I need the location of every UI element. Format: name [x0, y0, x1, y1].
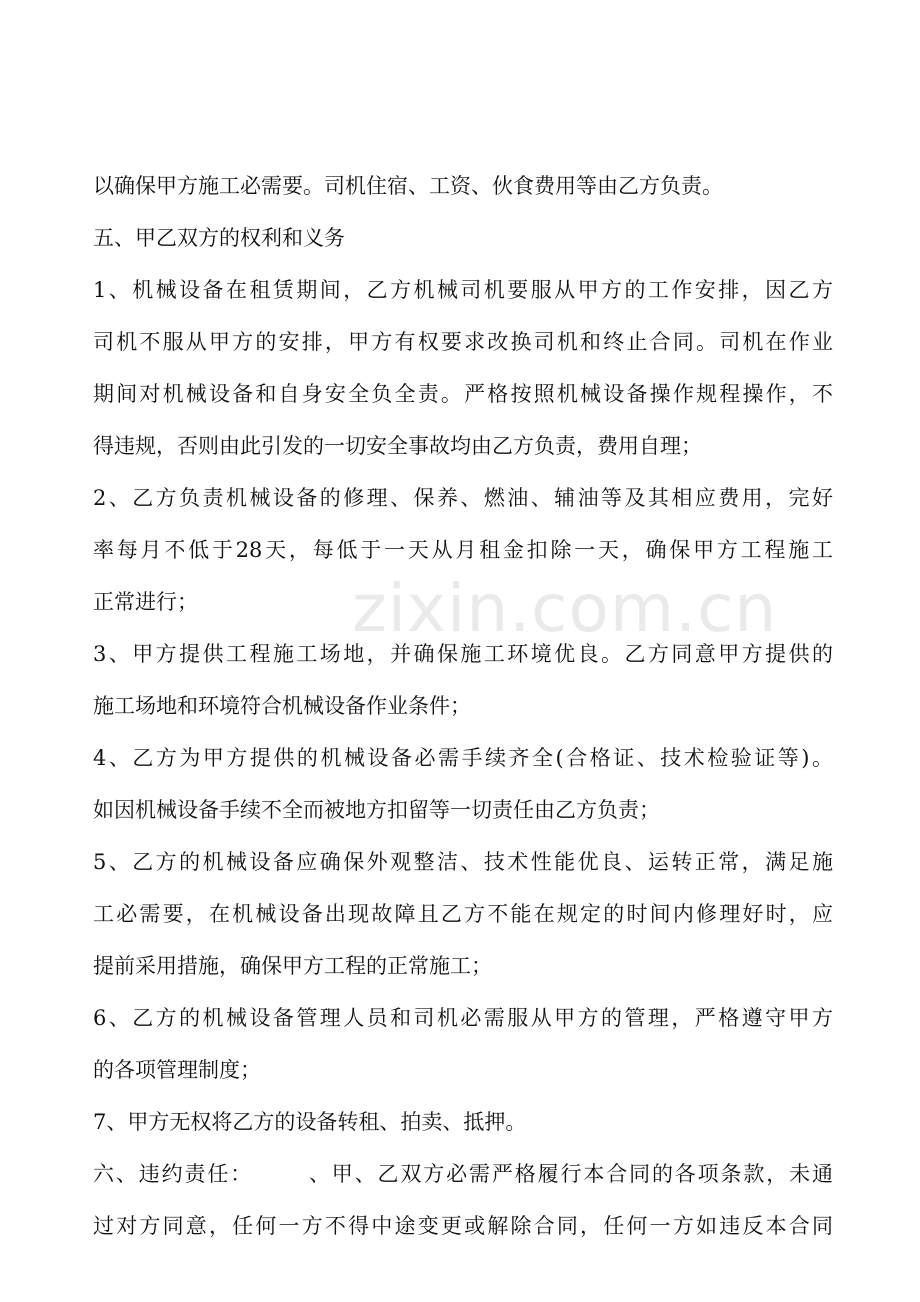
text-line: 期间对机械设备和自身安全负全责。严格按照机械设备操作规程操作，不	[93, 382, 833, 406]
document-body	[93, 160, 833, 1252]
text-line: 司机不服从甲方的安排，甲方有权要求改换司机和终止合同。司机在作业	[93, 330, 833, 354]
text-line: 7、甲方无权将乙方的设备转租、拍卖、抵押。	[93, 1110, 527, 1134]
text-line: 正常进行；	[93, 590, 198, 614]
text-line: 如因机械设备手续不全而被地方扣留等一切责任由乙方负责；	[93, 798, 660, 822]
watermark: zixin.com.cn	[352, 570, 778, 647]
text-line: 5、乙方的机械设备应确保外观整洁、技术性能优良、运转正常，满足施	[93, 850, 833, 874]
text-line	[93, 1148, 833, 1200]
text-line: 工必需要，在机械设备出现故障且乙方不能在规定的时间内修理好时，应	[93, 902, 833, 926]
text-line: 得违规，否则由此引发的一切安全事故均由乙方负责，费用自理；	[93, 434, 702, 458]
text-line: 提前采用措施，确保甲方工程的正常施工；	[93, 954, 492, 978]
text-line: 施工场地和环境符合机械设备作业条件；	[93, 694, 471, 718]
text-line: 率每月不低于28天，每低于一天从月租金扣除一天，确保甲方工程施工	[93, 538, 833, 562]
section-heading: 六、违约责任：	[93, 1162, 254, 1186]
text-line: 以确保甲方施工必需要。司机住宿、工资、伙食费用等由乙方负责。	[93, 174, 723, 198]
text-line: 2、乙方负责机械设备的修理、保养、燃油、辅油等及其相应费用，完好	[93, 486, 833, 510]
text-line: 的各项管理制度；	[93, 1058, 261, 1082]
text-line: 1、机械设备在租赁期间，乙方机械司机要服从甲方的工作安排，因乙方	[93, 278, 833, 302]
text-line: 6、乙方的机械设备管理人员和司机必需服从甲方的管理，严格遵守甲方	[93, 1006, 833, 1030]
line-text: 、甲、乙双方必需严格履行本合同的各项条款，未通	[307, 1162, 833, 1186]
text-line: 五、甲乙双方的权利和义务	[93, 226, 345, 250]
text-line: 4、乙方为甲方提供的机械设备必需手续齐全(合格证、技术检验证等)。	[93, 746, 833, 770]
text-line: 过对方同意，任何一方不得中途变更或解除合同，任何一方如违反本合同	[93, 1214, 833, 1238]
text-line: 3、甲方提供工程施工场地，并确保施工环境优良。乙方同意甲方提供的	[93, 642, 833, 666]
